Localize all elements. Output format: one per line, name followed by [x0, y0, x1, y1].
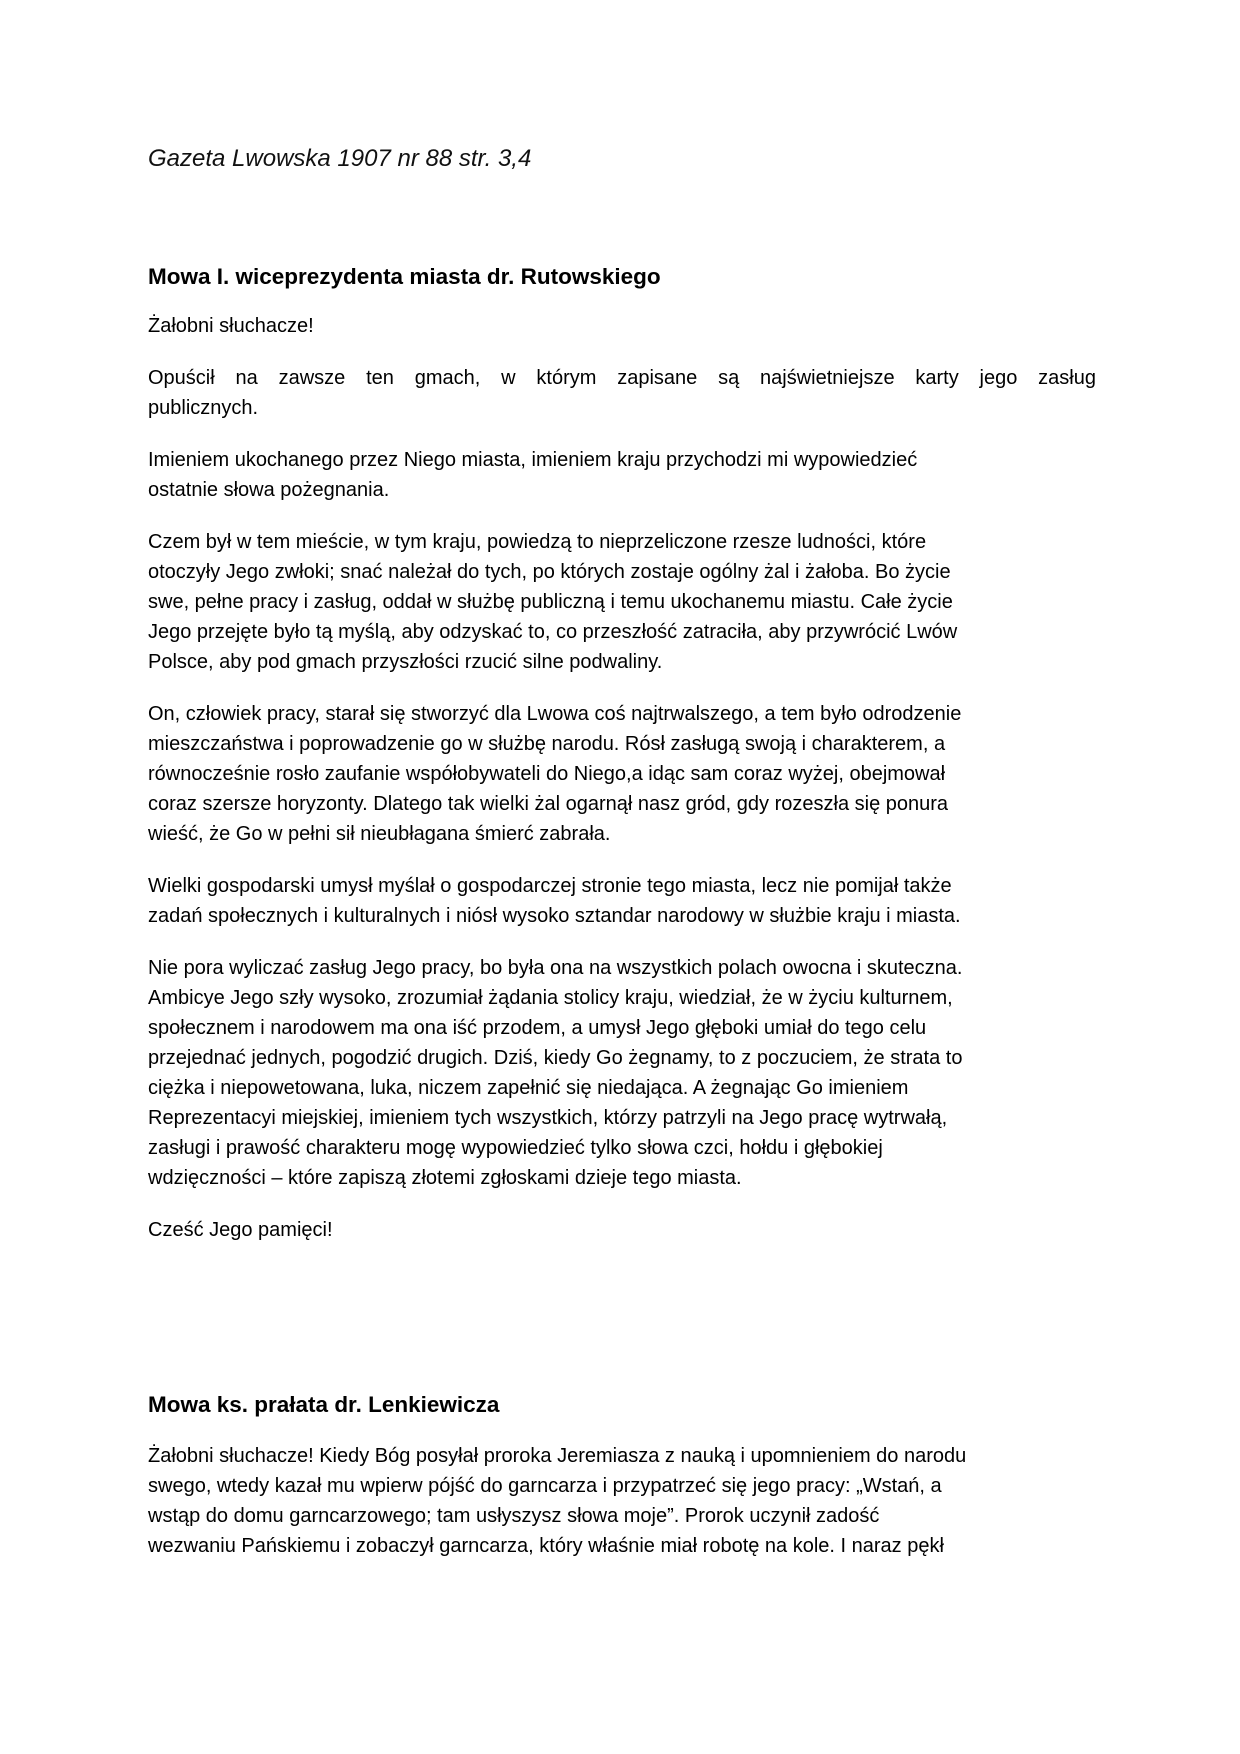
text-line: Żałobni słuchacze! Kiedy Bóg posyłał proroka Jeremiasza z nauką i upomnieniem do narodu [148, 1445, 967, 1467]
text-line: On, człowiek pracy, starał się stworzyć dla Lwowa coś najtrwalszego, a tem było odrodzenie [148, 703, 962, 725]
speech-rutowski [148, 263, 1096, 1245]
paragraph [148, 1441, 1096, 1561]
text-line: Opuścił na zawsze ten gmach, w którym zapisane są najświetniejsze karty jego zasług [148, 367, 1096, 389]
text-line: wdzięczności – które zapiszą złotemi zgłoskami dzieje tego miasta. [148, 1167, 742, 1189]
text-line: przejednać jednych, pogodzić drugich. Dziś, kiedy Go żegnamy, to z poczuciem, że strata to [148, 1047, 963, 1069]
text-line: zasługi i prawość charakteru mogę wypowiedzieć tylko słowa czci, hołdu i głębokiej [148, 1137, 883, 1159]
text-line: Żałobni słuchacze! [148, 315, 314, 337]
text-line: Ambicye Jego szły wysoko, zrozumiał żądania stolicy kraju, wiedział, że w życiu kulturnem, [148, 987, 953, 1009]
paragraph-closing [148, 1215, 1096, 1245]
text-line: Wielki gospodarski umysł myślał o gospodarczej stronie tego miasta, lecz nie pomijał także [148, 875, 952, 897]
text-line: coraz szersze horyzonty. Dlatego tak wielki żal ogarnął nasz gród, gdy rozeszła się ponura [148, 793, 949, 815]
paragraph-greeting [148, 311, 1096, 341]
text-line: Czem był w tem mieście, w tym kraju, powiedzą to nieprzeliczone rzesze ludności, które [148, 531, 927, 553]
paragraph [148, 527, 1096, 677]
text-line: otoczyły Jego zwłoki; snać należał do tych, po których zostaje ogólny żal i żałoba. Bo życie [148, 561, 951, 583]
text-line: wstąp do domu garncarzowego; tam usłyszysz słowa moje”. Prorok uczynił zadość [148, 1505, 880, 1527]
text-line: równocześnie rosło zaufanie współobywateli do Niego,a idąc sam coraz wyżej, obejmował [148, 763, 946, 785]
text-line: zadań społecznych i kulturalnych i niósł wysoko sztandar narodowy w służbie kraju i miasta. [148, 905, 961, 927]
speech-lenkiewicz [148, 1391, 1096, 1561]
paragraph [148, 871, 1096, 931]
text-line: swe, pełne pracy i zasług, oddał w służbę publiczną i temu ukochanemu miastu. Całe życie [148, 591, 953, 613]
paragraph [148, 445, 1096, 505]
text-line: Nie pora wyliczać zasług Jego pracy, bo była ona na wszystkich polach owocna i skuteczna. [148, 957, 963, 979]
source-citation: Gazeta Lwowska 1907 nr 88 str. 3,4 [148, 145, 532, 172]
text-line: społecznem i narodowem ma ona iść przodem, a umysł Jego głęboki umiał do tego celu [148, 1017, 927, 1039]
text-line: wieść, że Go w pełni sił nieubłagana śmierć zabrała. [148, 823, 611, 845]
text-line: Imieniem ukochanego przez Niego miasta, imieniem kraju przychodzi mi wypowiedzieć [148, 449, 918, 471]
text-line: Polsce, aby pod gmach przyszłości rzucić silne podwaliny. [148, 651, 663, 673]
text-line: mieszczaństwa i poprowadzenie go w służbę narodu. Rósł zasługą swoją i charakterem, a [148, 733, 946, 755]
text-line: Reprezentacyi miejskiej, imieniem tych wszystkich, którzy patrzyli na Jego pracę wytrwałą, [148, 1107, 948, 1129]
text-line: wezwaniu Pańskiemu i zobaczył garncarza, który właśnie miał robotę na kole. I naraz pękł [148, 1535, 944, 1557]
paragraph [148, 363, 1096, 423]
paragraph [148, 953, 1096, 1193]
section-heading: Mowa I. wiceprezydenta miasta dr. Rutowskiego [148, 264, 661, 289]
text-line: Cześć Jego pamięci! [148, 1219, 333, 1241]
paragraph [148, 699, 1096, 849]
text-line: publicznych. [148, 397, 259, 419]
section-heading: Mowa ks. prałata dr. Lenkiewicza [148, 1392, 500, 1417]
text-line: Jego przejęte było tą myślą, aby odzyskać to, co przeszłość zatraciła, aby przywrócić Lwów [148, 621, 958, 643]
text-line: swego, wtedy kazał mu wpierw pójść do garncarza i przypatrzeć się jego pracy: „Wstań, a [148, 1475, 942, 1497]
text-line: ostatnie słowa pożegnania. [148, 479, 390, 501]
text-line: ciężka i niepowetowana, luka, niczem zapełnić się niedająca. A żegnając Go imieniem [148, 1077, 909, 1099]
